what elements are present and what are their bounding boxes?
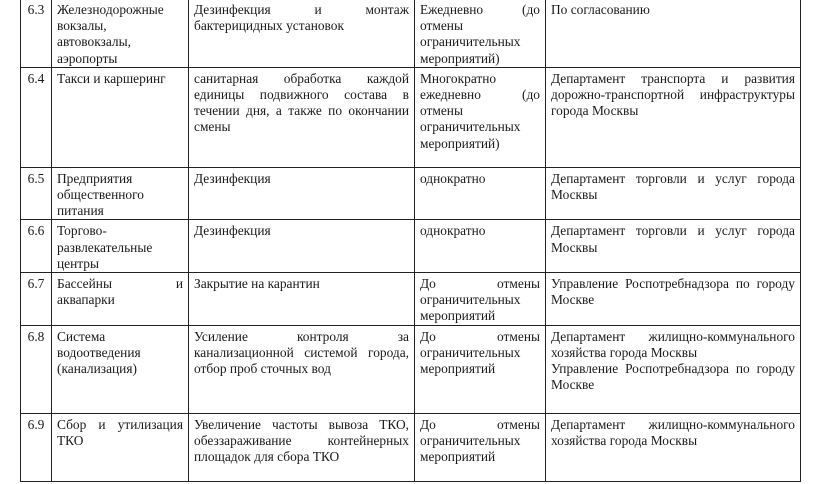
responsible-cell [546,220,801,273]
measure-cell: Закрытие на карантин [189,273,415,326]
object-cell: Железнодорожные вокзалы, автовокзалы, аэропорты [52,0,189,67]
object-cell: Предприятия общественного питания [52,167,189,220]
row-number: 6.9 [21,413,52,481]
row-number: 6.5 [21,167,52,220]
period-cell: Ежедневно (до отмены ограничительных мероприятий) [415,0,546,67]
responsible-line: Департамент жилищно-коммунального хозяйства города Москвы [551,416,795,448]
table-row [21,0,801,67]
object-cell: Торгово-развлекательные центры [52,220,189,273]
object-cell: Система водоотведения (канализация) [52,325,189,413]
responsible-line: Департамент жилищно-коммунального хозяйства города Москвы [551,328,795,360]
responsible-cell [546,325,801,413]
responsible-cell [546,167,801,220]
measure-cell: Увеличение частоты вывоза ТКО, обеззараживание контейнерных площадок для сбора ТКО [189,413,415,481]
period-cell: Многократно ежедневно (до отмены ограничительных мероприятий) [415,67,546,167]
measure-cell: санитарная обработка каждой единицы подвижного состава в течении дня, а также по окончании смены [189,67,415,167]
responsible-cell [546,67,801,167]
table-row [21,413,801,481]
responsible-cell [546,273,801,326]
responsible-cell [546,413,801,481]
table-row [21,67,801,167]
period-cell: однократно [415,167,546,220]
measure-cell: Дезинфекция и монтаж бактерицидных установок [189,0,415,67]
row-number: 6.6 [21,220,52,273]
measures-table [20,0,801,482]
responsible-line: Департамент торговли и услуг города Москвы [551,223,795,255]
object-cell: Такси и каршеринг [52,67,189,167]
row-number: 6.3 [21,0,52,67]
period-cell: До отмены ограничительных мероприятий [415,413,546,481]
row-number: 6.7 [21,273,52,326]
table-row [21,273,801,326]
responsible-line: По согласованию [551,2,650,17]
responsible-line: Департамент торговли и услуг города Москвы [551,170,795,203]
responsible-line: Управление Роспотребнадзора по городу Москве [551,361,795,393]
period-cell: До отмены ограничительных мероприятий [415,325,546,413]
period-cell: однократно [415,220,546,273]
measure-cell: Усиление контроля за канализационной системой города, отбор проб сточных вод [189,325,415,413]
responsible-line: Управление Роспотребнадзора по городу Москве [551,276,795,308]
period-cell: До отмены ограничительных мероприятий [415,273,546,326]
table-row [21,325,801,413]
measure-cell: Дезинфекция [189,167,415,220]
responsible-line: Департамент транспорта и развития дорожно-транспортной инфраструктуры города Москвы [551,70,795,119]
row-number: 6.8 [21,325,52,413]
table-row [21,220,801,273]
object-cell: Бассейны и аквапарки [52,273,189,326]
row-number: 6.4 [21,67,52,167]
responsible-cell [546,0,801,67]
object-cell: Сбор и утилизация ТКО [52,413,189,481]
table-row [21,167,801,220]
measure-cell: Дезинфекция [189,220,415,273]
